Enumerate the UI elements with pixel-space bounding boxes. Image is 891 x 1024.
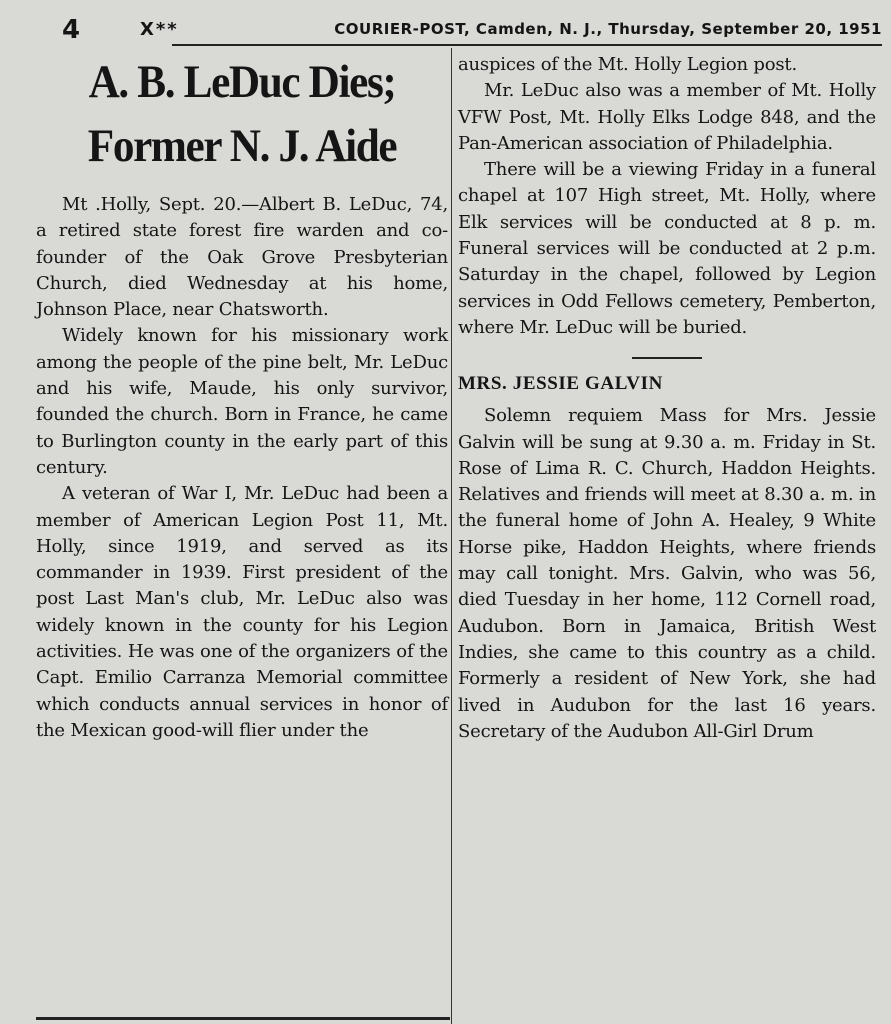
article-headline <box>52 50 431 178</box>
masthead-rule <box>172 44 882 46</box>
article-paragraph: A veteran of War I, Mr. LeDuc had been a member of American Legion Post 11, Mt. Holly, since 1919, and served as its commander in 1939. First president of the post Last Man's club, Mr. LeDuc also was widely known in the county for his Legion activities. He was one of the organizers of the Capt. Emilio Carranza Memorial committee which conducts annual services in honor of the Mexican good-will flier under the <box>36 483 448 741</box>
article-paragraph: auspices of the Mt. Holly Legion post. <box>458 54 797 75</box>
obituary-paragraph: Solemn requiem Mass for Mrs. Jessie Galvin will be sung at 9.30 a. m. Friday in St. Rose of Lima R. C. Church, Haddon Heights. Relatives and friends will meet at 8.30 a. m. in the funeral home of John A. Healey, 9 White Horse pike, Haddon Heights, where friends may call tonight. Mrs. Galvin, who was 56, died Tuesday in her home, 112 Cornell road, Audubon. Born in Jamaica, British West Indies, she came to this country as a child. Formerly a resident of New York, she had lived in Audubon for the last 16 years. Secretary of the Audubon All-Girl Drum <box>458 405 876 742</box>
article-paragraph: There will be a viewing Friday in a funeral chapel at 107 High street, Mt. Holly, where Elk services will be conducted at 8 p. m. Funeral services will be conducted at 2 p.m. Saturday in the chapel, followed by Legion services in Odd Fellows cemetery, Pemberton, where Mr. LeDuc will be buried. <box>458 159 876 338</box>
article-paragraph: Mt .Holly, Sept. 20.—Albert B. LeDuc, 74, a retired state forest fire warden and co-founder of the Oak Grove Presbyterian Church, died Wednesday at his home, Johnson Place, near Chatsworth. <box>36 194 448 321</box>
article-column-right <box>458 52 876 745</box>
article-body <box>36 192 448 744</box>
column-divider <box>451 48 452 1024</box>
headline-line-1: A. B. LeDuc Dies; <box>88 56 396 108</box>
section-divider <box>632 357 702 359</box>
article-paragraph: Widely known for his missionary work among the people of the pine belt, Mr. LeDuc and his wife, Maude, his only survivor, founded the church. Born in France, he came to Burlington county in the early part of this century. <box>36 325 448 478</box>
article-continuation <box>458 52 876 341</box>
newspaper-dateline: COURIER-POST, Camden, N. J., Thursday, September 20, 1951 <box>334 20 882 38</box>
obituary-body <box>458 403 876 745</box>
edition-mark: X** <box>140 19 179 40</box>
page-number: 4 <box>62 15 81 45</box>
masthead <box>62 14 882 46</box>
article-paragraph: Mr. LeDuc also was a member of Mt. Holly VFW Post, Mt. Holly Elks Lodge 848, and the Pan-American association of Philadelphia. <box>458 80 876 154</box>
bottom-rule <box>36 1017 450 1020</box>
obituary-heading: MRS. JESSIE GALVIN <box>458 373 663 395</box>
article-column-left <box>36 50 448 744</box>
headline-line-2: Former N. J. Aide <box>87 120 397 172</box>
